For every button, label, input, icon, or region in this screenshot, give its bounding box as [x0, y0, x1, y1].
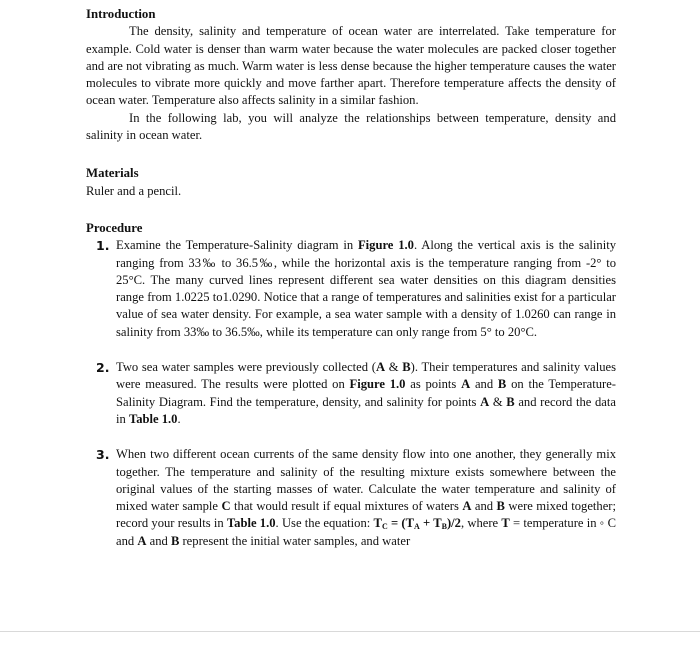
- document-body: [86, 6, 616, 550]
- introduction-paragraph-2: In the following lab, you will analyze the relationships between temperature, density and salinity in ocean water.: [86, 110, 616, 143]
- step-text: Examine the Temperature-Salinity diagram in Figure 1.0. Along the vertical axis is the salinity ranging from 33‰ to 36.5‰, while the horizontal axis is the temperature ranging from -2° to 25°C. The many curved lines represent different sea water densities on this diagram densities range from 1.0225 to1.0290. Notice that a range of temperatures and salinities exist for a particular value of sea water density. For example, a sea water sample with a density of 1.0260 can range in salinity from 33‰ to 36.5‰, while its temperature can only range from 5° to 20°C.: [116, 238, 616, 339]
- procedure-heading: Procedure: [86, 220, 143, 235]
- procedure-steps: [86, 237, 616, 550]
- step-number: 2.: [96, 360, 110, 376]
- step-text: When two different ocean currents of the same density flow into one another, they generally mix together. The temperature and salinity of the resulting mixture exists somewhere between the original values of the starting masses of water. Calculate the water temperature and salinity of mixed water sample C that would result if equal mixtures of waters A and B were mixed together; record your results in Table 1.0. Use the equation: $T_C = (T_A + T_B)/2$, where T = temperature in ◦ C and A and B represent the initial water samples, and water: [116, 447, 617, 548]
- procedure-step-3: [86, 446, 616, 550]
- step-number: 1.: [96, 238, 110, 254]
- step-number: 3.: [96, 447, 110, 463]
- materials-text: Ruler and a pencil.: [86, 183, 182, 198]
- procedure-step-1: [86, 237, 616, 341]
- introduction-paragraph-1: The density, salinity and temperature of ocean water are interrelated. Take temperature for example. Cold water is denser than warm water because the water molecules are packed closer together and are not vibrating as much. Warm water is less dense because the higher temperature causes the water molecules to vibrate more quickly and move farther apart. Therefore temperature affects the density of ocean water. Temperature also affects salinity in a similar fashion.: [86, 24, 616, 108]
- materials-heading: Materials: [86, 166, 139, 181]
- procedure-section: [86, 220, 616, 550]
- introduction-heading: Introduction: [86, 7, 156, 21]
- materials-section: [86, 165, 616, 200]
- procedure-step-2: [86, 359, 616, 428]
- step-text: Two sea water samples were previously collected (A & B). Their temperatures and salinity values were measured. The results were plotted on Figure 1.0 as points A and B on the Temperature-Salinity Diagram. Find the temperature, density, and salinity for points A & B and record the data in Table 1.0.: [116, 360, 617, 426]
- equation: $T_C = (T_A + T_B)/2$: [373, 516, 461, 532]
- introduction-section: [86, 6, 616, 144]
- page-bottom-divider: [0, 631, 700, 632]
